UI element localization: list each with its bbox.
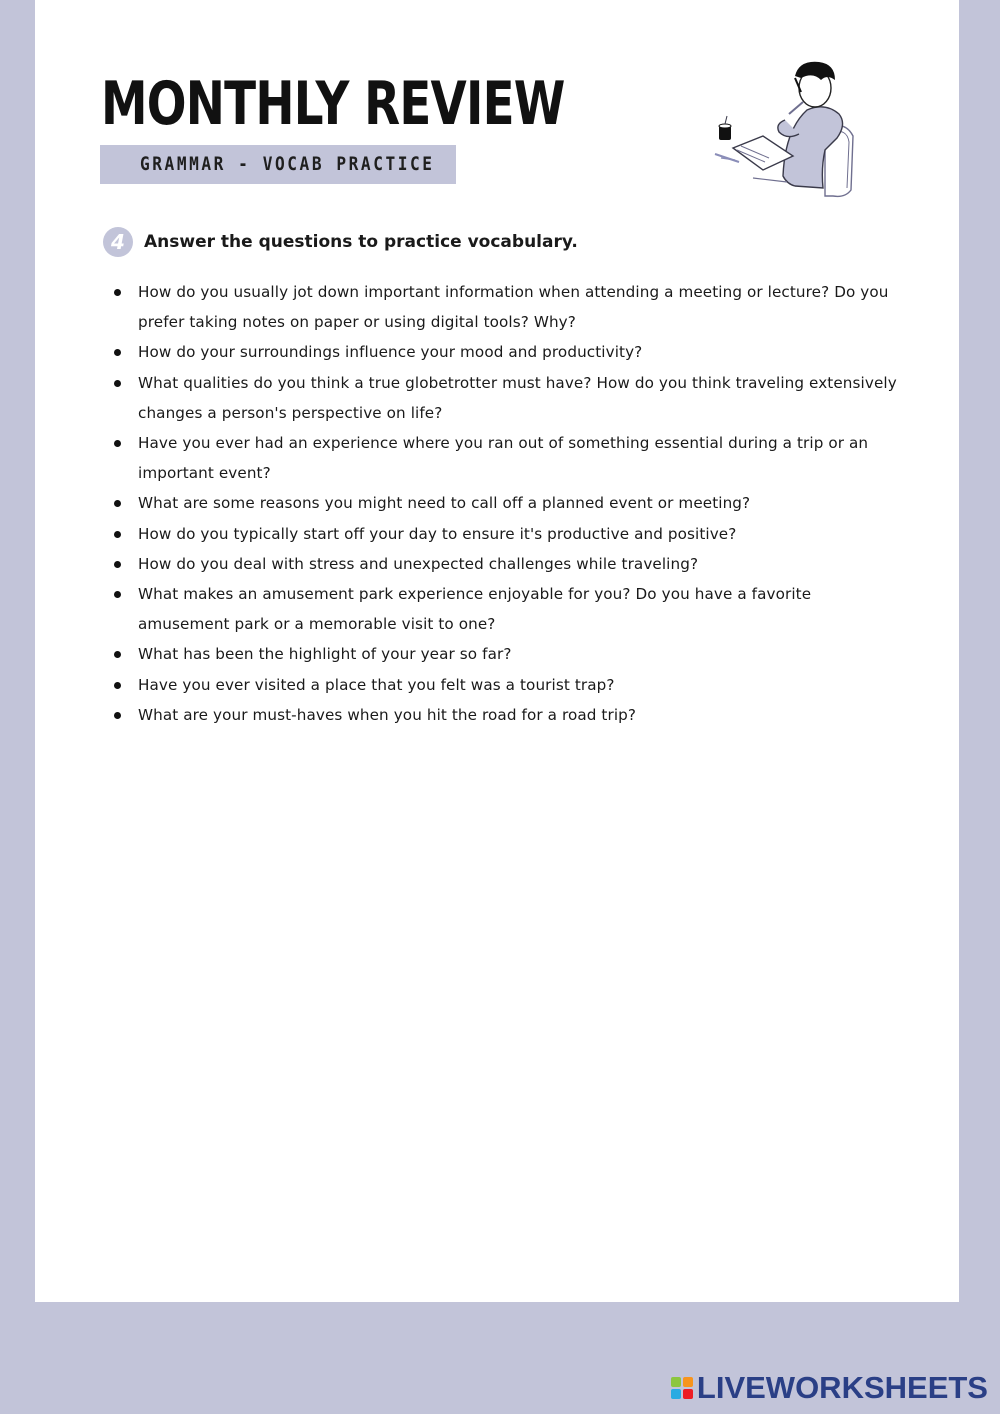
list-item: How do you deal with stress and unexpected challenges while traveling? (138, 549, 898, 579)
section-number-badge: 4 (103, 227, 133, 257)
list-item: How do you usually jot down important information when attending a meeting or lecture? Do you prefer taking notes on paper or using digital tools? Why? (138, 277, 898, 337)
subtitle-text: GRAMMAR - VOCAB PRACTICE (140, 153, 435, 175)
liveworksheets-logo[interactable] (671, 1370, 988, 1406)
list-item: What has been the highlight of your year so far? (138, 639, 898, 669)
list-item: What are your must-haves when you hit the road for a road trip? (138, 700, 898, 730)
page-title: MONTHLY REVIEW (101, 69, 565, 139)
subtitle-banner (100, 145, 456, 184)
list-item: What are some reasons you might need to call off a planned event or meeting? (138, 488, 898, 518)
list-item: How do you typically start off your day to ensure it's productive and positive? (138, 519, 898, 549)
list-item: How do your surroundings influence your mood and productivity? (138, 337, 898, 367)
student-reading-illustration (675, 58, 865, 203)
section-heading (103, 227, 578, 257)
list-item: What qualities do you think a true globetrotter must have? How do you think traveling extensively changes a person's perspective on life? (138, 368, 898, 428)
list-item: Have you ever had an experience where you ran out of something essential during a trip or an important event? (138, 428, 898, 488)
brand-name: LIVEWORKSHEETS (696, 1370, 988, 1405)
question-list (138, 277, 898, 730)
logo-grid-icon (671, 1377, 693, 1399)
section-instruction: Answer the questions to practice vocabulary. (144, 232, 578, 252)
worksheet-page (35, 0, 959, 1302)
list-item: What makes an amusement park experience enjoyable for you? Do you have a favorite amusement park or a memorable visit to one? (138, 579, 898, 639)
list-item: Have you ever visited a place that you felt was a tourist trap? (138, 670, 898, 700)
